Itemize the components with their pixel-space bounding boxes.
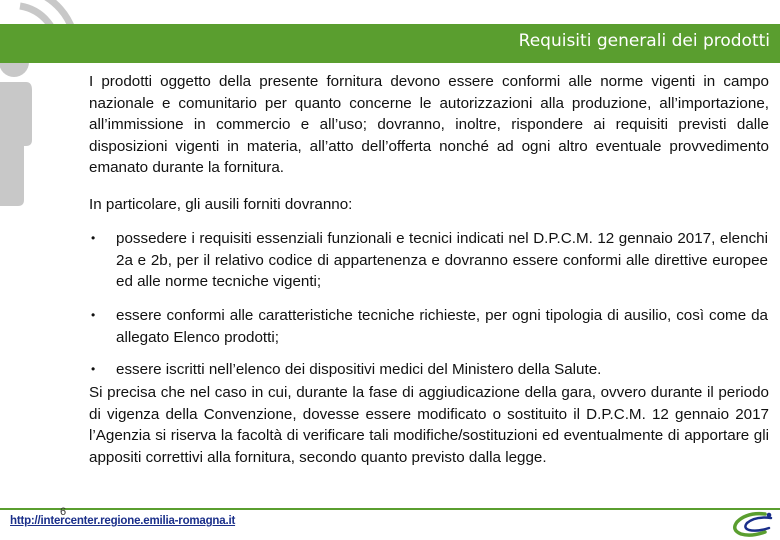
bullet-icon: • [91,308,96,322]
page-title: Requisiti generali dei prodotti [518,31,770,51]
page-number: 6 [60,506,67,518]
intercenter-logo-icon [725,510,777,538]
requirements-lead: In particolare, gli ausili forniti dovranno: [89,196,353,213]
list-item-text: essere conformi alle caratteristiche tecniche richieste, per ogni tipologia di ausilio, così come da allegato Elenco prodotti; [116,307,768,346]
footer-divider [0,508,780,510]
bullet-icon: • [91,362,96,376]
website-link[interactable]: http://intercenter.regione.emilia-romagna.it [10,515,236,527]
list-item-text: essere iscritti nell’elenco dei dispositivi medici del Ministero della Salute. [116,361,602,378]
intro-paragraph: I prodotti oggetto della presente fornitura devono essere conformi alle norme vigenti in campo nazionale e comunitario per quanto concerne le autorizzazioni alla produzione, all’importazione, all’immissione in commercio e all’uso; dovranno, inoltre, rispondere ai requisiti previsti dalle disposizioni vigenti in materia, all’atto dell’offerta nonché ad ogni altro eventuale provvedimento emanato durante la fornitura. [89,73,769,176]
list-item-text: possedere i requisiti essenziali funzionali e tecnici indicati nel D.P.C.M. 12 gennaio 2017, elenchi 2a e 2b, per il relativo codice di appartenenza e dovranno essere conformi alle direttive europee ed alle norme tecniche vigenti; [116,230,768,290]
bullet-icon: • [91,231,96,245]
closing-paragraph: Si precisa che nel caso in cui, durante la fase di aggiudicazione della gara, ovvero durante il periodo di vigenza della Convenzione, dovesse essere modificato o sostituito il D.P.C.M. 12 gennaio 2017 l’Agenzia si riserva la facoltà di verificare tali modifiche/sostituzioni ed eventualmente di apportare gli appositi correttivi alla fornitura, secondo quanto previsto dalla legge. [89,384,769,466]
